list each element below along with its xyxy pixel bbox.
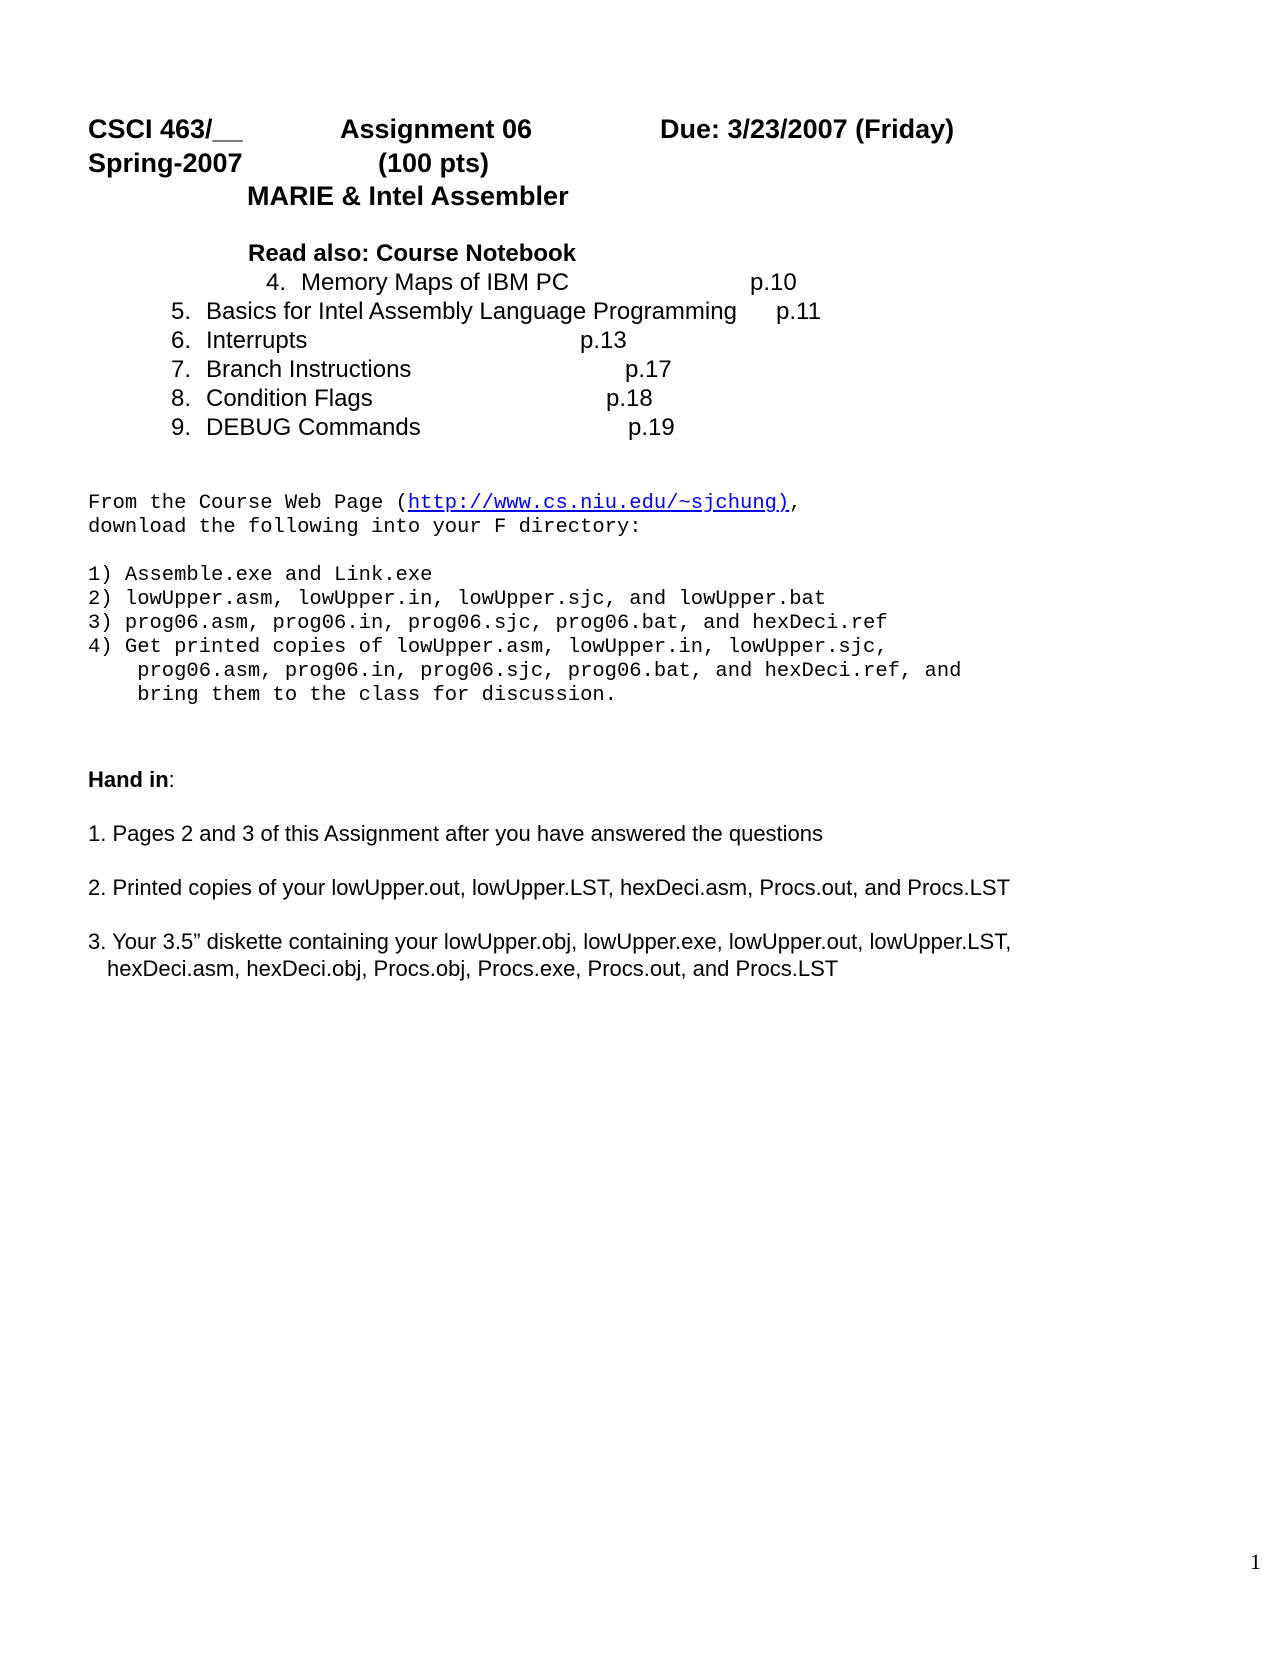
- download-item: 4) Get printed copies of lowUpper.asm, lowUpper.in, lowUpper.sjc,: [88, 636, 888, 659]
- reading-item-num: 6.: [171, 327, 192, 354]
- reading-item-num: 7.: [171, 356, 192, 383]
- download-intro: [88, 492, 802, 516]
- download-intro-line2: download the following into your F directory:: [88, 516, 642, 539]
- download-item: 3) prog06.asm, prog06.in, prog06.sjc, prog06.bat, and hexDeci.ref: [88, 612, 888, 635]
- reading-item-page: p.19: [628, 414, 675, 441]
- handin-heading: [88, 766, 175, 793]
- download-item: prog06.asm, prog06.in, prog06.sjc, prog06.bat, and hexDeci.ref, and: [88, 660, 962, 683]
- reading-item-num: 4.: [266, 269, 287, 296]
- handin-item-2: 2. Printed copies of your lowUpper.out, lowUpper.LST, hexDeci.asm, Procs.out, and Procs.LST: [88, 875, 1011, 900]
- term: Spring-2007: [88, 148, 243, 178]
- reading-item-page: p.11: [776, 298, 821, 325]
- course-web-page-link[interactable]: http://www.cs.niu.edu/~sjchung): [407, 492, 790, 515]
- reading-item-num: 5.: [171, 298, 192, 325]
- points: (100 pts): [378, 148, 490, 178]
- document-subtitle: MARIE & Intel Assembler: [247, 181, 569, 211]
- reading-item-title: Basics for Intel Assembly Language Programming: [206, 298, 737, 325]
- reading-item-title: Branch Instructions: [206, 356, 412, 383]
- assignment-title: Assignment 06: [340, 114, 533, 144]
- download-item: bring them to the class for discussion.: [88, 684, 617, 707]
- reading-item-title: Interrupts: [206, 327, 308, 354]
- handin-heading-label: Hand in: [88, 767, 169, 792]
- reading-item-title: Condition Flags: [206, 385, 373, 412]
- reading-item-num: 9.: [171, 414, 192, 441]
- reading-item-page: p.10: [750, 269, 797, 296]
- reading-item-title: Memory Maps of IBM PC: [301, 269, 570, 296]
- download-item: 1) Assemble.exe and Link.exe: [88, 564, 433, 587]
- download-intro-comma: ,: [789, 492, 802, 515]
- handin-item-3: 3. Your 3.5” diskette containing your lowUpper.obj, lowUpper.exe, lowUpper.out, lowUpper.LST,: [88, 929, 1012, 954]
- reading-item-page: p.17: [625, 356, 672, 383]
- page-number: 1: [1250, 1549, 1261, 1574]
- reading-item-title: DEBUG Commands: [206, 414, 421, 441]
- handin-item-1: 1. Pages 2 and 3 of this Assignment after you have answered the questions: [88, 821, 824, 846]
- handin-item-3-continued: hexDeci.asm, hexDeci.obj, Procs.obj, Procs.exe, Procs.out, and Procs.LST: [107, 956, 839, 981]
- due-date: Due: 3/23/2007 (Friday): [660, 114, 955, 144]
- reading-heading: Read also: Course Notebook: [248, 240, 577, 267]
- download-intro-text: From the Course Web Page (: [88, 492, 408, 515]
- handin-heading-colon: :: [168, 767, 175, 792]
- download-item: 2) lowUpper.asm, lowUpper.in, lowUpper.sjc, and lowUpper.bat: [88, 588, 827, 611]
- course-code: CSCI 463/__: [88, 114, 243, 144]
- reading-item-page: p.13: [580, 327, 627, 354]
- reading-item-num: 8.: [171, 385, 192, 412]
- reading-item-page: p.18: [606, 385, 653, 412]
